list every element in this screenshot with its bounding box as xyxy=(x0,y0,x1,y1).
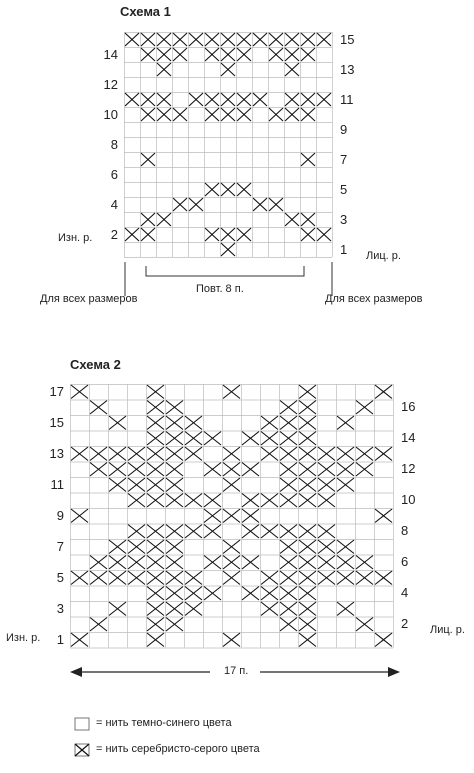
scheme2-cross-cell xyxy=(261,432,278,446)
scheme2-cross-cell xyxy=(299,385,316,399)
scheme1-cross-cell xyxy=(317,33,331,46)
scheme2-cross-cell xyxy=(147,556,164,570)
scheme2-cross-cell xyxy=(147,633,164,647)
scheme2-cross-cell xyxy=(185,587,202,601)
scheme2-cross-cell xyxy=(337,602,354,616)
scheme1-cross-cell xyxy=(237,33,251,46)
scheme1-left-row-2: 2 xyxy=(110,226,118,242)
scheme1-cross-cell xyxy=(205,33,219,46)
scheme1-cross-cell xyxy=(237,108,251,121)
scheme1-cross-cell xyxy=(301,153,315,166)
scheme1-right-row-15: 15 xyxy=(340,31,355,47)
scheme2-cross-cell xyxy=(109,447,126,461)
scheme2-cross-cell xyxy=(242,494,259,508)
scheme1-cross-cell xyxy=(157,213,171,226)
scheme2-cross-cell xyxy=(280,556,297,570)
scheme2-cross-cell xyxy=(242,525,259,539)
scheme1-right-row-5: 5 xyxy=(340,181,348,197)
scheme2-width-label: 17 п. xyxy=(224,665,249,677)
scheme2-cross-cell xyxy=(109,416,126,430)
scheme2-cross-cell xyxy=(90,401,107,415)
legend-empty-cell-icon xyxy=(74,717,90,731)
scheme2-cross-cell xyxy=(71,509,88,523)
scheme2-grid xyxy=(70,384,402,652)
scheme2-cross-cell xyxy=(223,540,240,554)
scheme1-right-row-11: 11 xyxy=(340,91,354,107)
scheme2-cross-cell xyxy=(299,463,316,477)
scheme2-cross-cell xyxy=(280,618,297,632)
scheme2-cross-cell xyxy=(280,494,297,508)
scheme2-cross-cell xyxy=(90,447,107,461)
scheme1-cross-cell xyxy=(221,48,235,61)
scheme2-cross-cell xyxy=(375,509,392,523)
scheme1-cross-cell xyxy=(141,213,155,226)
scheme1-cross-cell xyxy=(301,48,315,61)
scheme1-right-row-13: 13 xyxy=(340,61,355,77)
scheme2-cross-cell xyxy=(299,633,316,647)
scheme1-cross-cell xyxy=(301,93,315,106)
scheme2-cross-cell xyxy=(223,571,240,585)
scheme2-cross-cell xyxy=(280,463,297,477)
scheme2-cross-cell xyxy=(71,571,88,585)
scheme2-cross-cell xyxy=(147,540,164,554)
scheme2-cross-cell xyxy=(299,478,316,492)
scheme2-cross-cell xyxy=(375,385,392,399)
scheme1-left-row-6: 6 xyxy=(110,166,118,182)
scheme2-cross-cell xyxy=(109,556,126,570)
scheme1-cross-cell xyxy=(269,48,283,61)
scheme1-cross-cell xyxy=(285,48,299,61)
scheme1-grid xyxy=(124,32,340,264)
scheme2-left-row-17: 17 xyxy=(49,383,64,399)
scheme2-cross-cell xyxy=(204,432,221,446)
scheme1-cross-cell xyxy=(237,48,251,61)
scheme1-cross-cell xyxy=(253,33,267,46)
scheme2-cross-cell xyxy=(318,571,335,585)
scheme1-wrong-side-label: Изн. р. xyxy=(58,232,93,244)
scheme2-cross-cell xyxy=(375,447,392,461)
scheme2-cross-cell xyxy=(299,618,316,632)
scheme2-cross-cell xyxy=(71,633,88,647)
scheme1-cross-cell xyxy=(317,228,331,241)
scheme1-cross-cell xyxy=(237,183,251,196)
scheme2-cross-cell xyxy=(299,525,316,539)
scheme1-cross-cell xyxy=(221,93,235,106)
scheme2-cross-cell xyxy=(166,587,183,601)
scheme1-cross-cell xyxy=(157,33,171,46)
scheme2-right-row-14: 14 xyxy=(401,430,416,446)
scheme1-cross-cell xyxy=(189,33,203,46)
legend-cross-cell-icon xyxy=(74,743,90,757)
scheme2-cross-cell xyxy=(318,540,335,554)
scheme1-cross-cell xyxy=(141,108,155,121)
scheme2-cross-cell xyxy=(147,401,164,415)
scheme2-cross-cell xyxy=(204,587,221,601)
scheme2-right-row-16: 16 xyxy=(401,399,416,415)
scheme1-repeat-label: Повт. 8 п. xyxy=(196,283,244,295)
scheme2-title: Схема 2 xyxy=(70,357,121,372)
scheme2-cross-cell xyxy=(147,447,164,461)
scheme1-cross-cell xyxy=(125,93,139,106)
scheme2-cross-cell xyxy=(242,463,259,477)
scheme2-cross-cell xyxy=(337,447,354,461)
scheme2-cross-cell xyxy=(356,571,373,585)
scheme2-cross-cell xyxy=(280,447,297,461)
scheme2-cross-cell xyxy=(166,463,183,477)
scheme1-cross-cell xyxy=(221,33,235,46)
scheme1-cross-cell xyxy=(125,33,139,46)
scheme2-cross-cell xyxy=(318,478,335,492)
scheme1-left-row-8: 8 xyxy=(110,136,118,152)
scheme2-right-row-4: 4 xyxy=(401,585,409,601)
scheme2-cross-cell xyxy=(166,401,183,415)
scheme2-cross-cell xyxy=(128,525,145,539)
scheme2-cross-cell xyxy=(166,416,183,430)
scheme2-cross-cell xyxy=(299,602,316,616)
scheme2-cross-cell xyxy=(337,416,354,430)
scheme2-cross-cell xyxy=(375,633,392,647)
scheme2-cross-cell xyxy=(337,478,354,492)
scheme1-left-row-10: 10 xyxy=(103,106,118,122)
scheme1-cross-cell xyxy=(125,228,139,241)
scheme2-right-row-2: 2 xyxy=(401,616,409,632)
scheme2-cross-cell xyxy=(242,432,259,446)
scheme2-cross-cell xyxy=(166,432,183,446)
scheme2-cross-cell xyxy=(147,416,164,430)
scheme2-cross-cell xyxy=(280,525,297,539)
scheme1-cross-cell xyxy=(269,108,283,121)
scheme1-cross-cell xyxy=(141,228,155,241)
scheme2-cross-cell xyxy=(90,571,107,585)
scheme1-right-row-9: 9 xyxy=(340,121,348,137)
scheme2-cross-cell xyxy=(147,587,164,601)
scheme2-cross-cell xyxy=(109,478,126,492)
scheme2-cross-cell xyxy=(280,540,297,554)
scheme1-cross-cell xyxy=(173,198,187,211)
scheme2-cross-cell xyxy=(166,478,183,492)
scheme2-cross-cell xyxy=(318,463,335,477)
scheme2-left-row-13: 13 xyxy=(49,445,64,461)
scheme2-cross-cell xyxy=(337,556,354,570)
scheme2-cross-cell xyxy=(299,432,316,446)
scheme2-right-side-label: Лиц. р. xyxy=(430,624,465,636)
scheme2-cross-cell xyxy=(109,602,126,616)
scheme2-cross-cell xyxy=(185,432,202,446)
scheme2-cross-cell xyxy=(223,463,240,477)
scheme2-cross-cell xyxy=(280,401,297,415)
scheme2-cross-cell xyxy=(337,571,354,585)
scheme2-left-row-3: 3 xyxy=(56,600,64,616)
scheme1-cross-cell xyxy=(141,153,155,166)
scheme2-cross-cell xyxy=(261,447,278,461)
scheme2-cross-cell xyxy=(242,509,259,523)
legend-empty-label: = нить темно-синего цвета xyxy=(96,717,232,729)
scheme2-cross-cell xyxy=(147,618,164,632)
scheme2-cross-cell xyxy=(280,432,297,446)
scheme2-right-row-6: 6 xyxy=(401,554,409,570)
scheme2-left-row-9: 9 xyxy=(56,507,64,523)
scheme2-cross-cell xyxy=(166,447,183,461)
scheme2-cross-cell xyxy=(71,447,88,461)
scheme2-cross-cell xyxy=(375,571,392,585)
scheme2-cross-cell xyxy=(90,463,107,477)
scheme1-cross-cell xyxy=(285,33,299,46)
scheme2-cross-cell xyxy=(166,525,183,539)
scheme1-left-row-12: 12 xyxy=(103,76,118,92)
scheme2-cross-cell xyxy=(280,587,297,601)
scheme2-cross-cell xyxy=(128,556,145,570)
scheme1-cross-cell xyxy=(221,243,235,256)
scheme2-cross-cell xyxy=(299,556,316,570)
scheme2-cross-cell xyxy=(185,525,202,539)
scheme2-left-row-7: 7 xyxy=(56,538,64,554)
scheme1-cross-cell xyxy=(157,63,171,76)
scheme1-right-side-label: Лиц. р. xyxy=(366,250,401,262)
scheme2-cross-cell xyxy=(318,447,335,461)
scheme1-cross-cell xyxy=(141,48,155,61)
scheme1-right-row-1: 1 xyxy=(340,241,348,257)
scheme2-cross-cell xyxy=(299,571,316,585)
scheme1-cross-cell xyxy=(285,93,299,106)
scheme2-cross-cell xyxy=(356,401,373,415)
scheme2-cross-cell xyxy=(223,385,240,399)
scheme2-cross-cell xyxy=(261,525,278,539)
scheme2-cross-cell xyxy=(242,587,259,601)
scheme2-cross-cell xyxy=(204,525,221,539)
scheme2-cross-cell xyxy=(185,447,202,461)
scheme2-cross-cell xyxy=(185,602,202,616)
scheme2-cross-cell xyxy=(356,447,373,461)
scheme1-cross-cell xyxy=(285,213,299,226)
scheme1-cross-cell xyxy=(301,33,315,46)
scheme2-cross-cell xyxy=(299,401,316,415)
scheme1-right-bottom-label: Для всех размеров xyxy=(325,293,423,305)
scheme2-cross-cell xyxy=(280,478,297,492)
scheme2-cross-cell xyxy=(261,587,278,601)
scheme1-cross-cell xyxy=(269,33,283,46)
scheme2-cross-cell xyxy=(109,463,126,477)
scheme1-left-bottom-label: Для всех размеров xyxy=(40,293,138,305)
scheme2-cross-cell xyxy=(185,571,202,585)
scheme2-cross-cell xyxy=(261,494,278,508)
scheme1-cross-cell xyxy=(205,228,219,241)
scheme1-cross-cell xyxy=(237,93,251,106)
legend-cross-label: = нить серебристо-серого цвета xyxy=(96,743,260,755)
scheme2-cross-cell xyxy=(147,478,164,492)
scheme2-cross-cell xyxy=(204,509,221,523)
scheme2-cross-cell xyxy=(185,416,202,430)
scheme2-cross-cell xyxy=(223,556,240,570)
scheme2-cross-cell xyxy=(299,587,316,601)
scheme2-cross-cell xyxy=(223,509,240,523)
scheme1-cross-cell xyxy=(205,108,219,121)
scheme1-right-row-7: 7 xyxy=(340,151,348,167)
scheme1-cross-cell xyxy=(205,48,219,61)
scheme2-left-row-5: 5 xyxy=(56,569,64,585)
scheme2-cross-cell xyxy=(109,571,126,585)
scheme2-cross-cell xyxy=(147,432,164,446)
scheme2-right-row-8: 8 xyxy=(401,523,409,539)
scheme2-cross-cell xyxy=(318,556,335,570)
scheme1-cross-cell xyxy=(173,48,187,61)
scheme2-cross-cell xyxy=(261,571,278,585)
scheme2-cross-cell xyxy=(318,494,335,508)
scheme1-cross-cell xyxy=(221,183,235,196)
scheme2-cross-cell xyxy=(280,416,297,430)
scheme1-cross-cell xyxy=(301,108,315,121)
scheme2-cross-cell xyxy=(147,525,164,539)
scheme2-cross-cell xyxy=(128,494,145,508)
scheme1-cross-cell xyxy=(285,63,299,76)
scheme1-cross-cell xyxy=(285,108,299,121)
scheme2-cross-cell xyxy=(128,540,145,554)
scheme2-cross-cell xyxy=(204,556,221,570)
scheme1-cross-cell xyxy=(237,228,251,241)
scheme2-cross-cell xyxy=(223,478,240,492)
scheme1-cross-cell xyxy=(173,33,187,46)
scheme1-cross-cell xyxy=(317,93,331,106)
scheme2-cross-cell xyxy=(166,556,183,570)
scheme2-cross-cell xyxy=(356,618,373,632)
scheme2-cross-cell xyxy=(261,602,278,616)
scheme1-cross-cell xyxy=(221,63,235,76)
scheme2-cross-cell xyxy=(318,525,335,539)
scheme2-cross-cell xyxy=(223,633,240,647)
scheme2-cross-cell xyxy=(356,463,373,477)
scheme2-cross-cell xyxy=(337,463,354,477)
scheme2-cross-cell xyxy=(166,618,183,632)
scheme2-cross-cell xyxy=(337,540,354,554)
scheme2-cross-cell xyxy=(299,494,316,508)
scheme2-cross-cell xyxy=(147,385,164,399)
scheme1-cross-cell xyxy=(141,93,155,106)
legend xyxy=(74,715,374,765)
scheme2-cross-cell xyxy=(166,494,183,508)
scheme1-title: Схема 1 xyxy=(120,4,171,19)
scheme2-cross-cell xyxy=(261,416,278,430)
scheme1-cross-cell xyxy=(189,93,203,106)
scheme2-cross-cell xyxy=(280,602,297,616)
scheme2-left-row-15: 15 xyxy=(49,414,64,430)
scheme2-cross-cell xyxy=(356,556,373,570)
scheme2-cross-cell xyxy=(204,463,221,477)
scheme2-cross-cell xyxy=(128,571,145,585)
scheme2-wrong-side-label: Изн. р. xyxy=(6,632,41,644)
scheme1-cross-cell xyxy=(189,198,203,211)
scheme2-cross-cell xyxy=(280,571,297,585)
scheme2-cross-cell xyxy=(90,556,107,570)
scheme1-cross-cell xyxy=(221,228,235,241)
scheme1-cross-cell xyxy=(301,213,315,226)
scheme2-right-row-10: 10 xyxy=(401,492,416,508)
scheme2-cross-cell xyxy=(242,556,259,570)
scheme2-cross-cell xyxy=(147,602,164,616)
scheme1-cross-cell xyxy=(141,33,155,46)
scheme1-repeat-bracket xyxy=(124,262,340,302)
scheme1-cross-cell xyxy=(253,93,267,106)
scheme1-cross-cell xyxy=(269,198,283,211)
scheme2-cross-cell xyxy=(299,416,316,430)
scheme2-cross-cell xyxy=(128,447,145,461)
scheme1-cross-cell xyxy=(157,108,171,121)
scheme2-cross-cell xyxy=(109,540,126,554)
scheme2-cross-cell xyxy=(90,618,107,632)
scheme2-left-row-1: 1 xyxy=(56,631,64,647)
scheme2-cross-cell xyxy=(299,447,316,461)
scheme2-cross-cell xyxy=(166,540,183,554)
scheme1-cross-cell xyxy=(173,108,187,121)
scheme1-cross-cell xyxy=(205,93,219,106)
scheme2-cross-cell xyxy=(128,463,145,477)
scheme2-left-row-11: 11 xyxy=(50,476,64,492)
scheme2-cross-cell xyxy=(185,494,202,508)
scheme1-cross-cell xyxy=(157,48,171,61)
scheme1-cross-cell xyxy=(157,93,171,106)
scheme1-left-row-14: 14 xyxy=(103,46,118,62)
scheme2-cross-cell xyxy=(71,385,88,399)
scheme1-cross-cell xyxy=(205,183,219,196)
scheme2-cross-cell xyxy=(166,571,183,585)
scheme2-cross-cell xyxy=(147,571,164,585)
scheme2-cross-cell xyxy=(299,540,316,554)
scheme2-cross-cell xyxy=(166,602,183,616)
scheme2-cross-cell xyxy=(204,494,221,508)
scheme1-cross-cell xyxy=(301,228,315,241)
scheme1-cross-cell xyxy=(221,108,235,121)
scheme1-cross-cell xyxy=(253,198,267,211)
scheme1-right-row-3: 3 xyxy=(340,211,348,227)
scheme2-cross-cell xyxy=(128,478,145,492)
scheme2-cross-cell xyxy=(147,494,164,508)
scheme2-cross-cell xyxy=(147,463,164,477)
scheme2-right-row-12: 12 xyxy=(401,461,416,477)
scheme1-left-row-4: 4 xyxy=(110,196,118,212)
scheme2-cross-cell xyxy=(223,447,240,461)
